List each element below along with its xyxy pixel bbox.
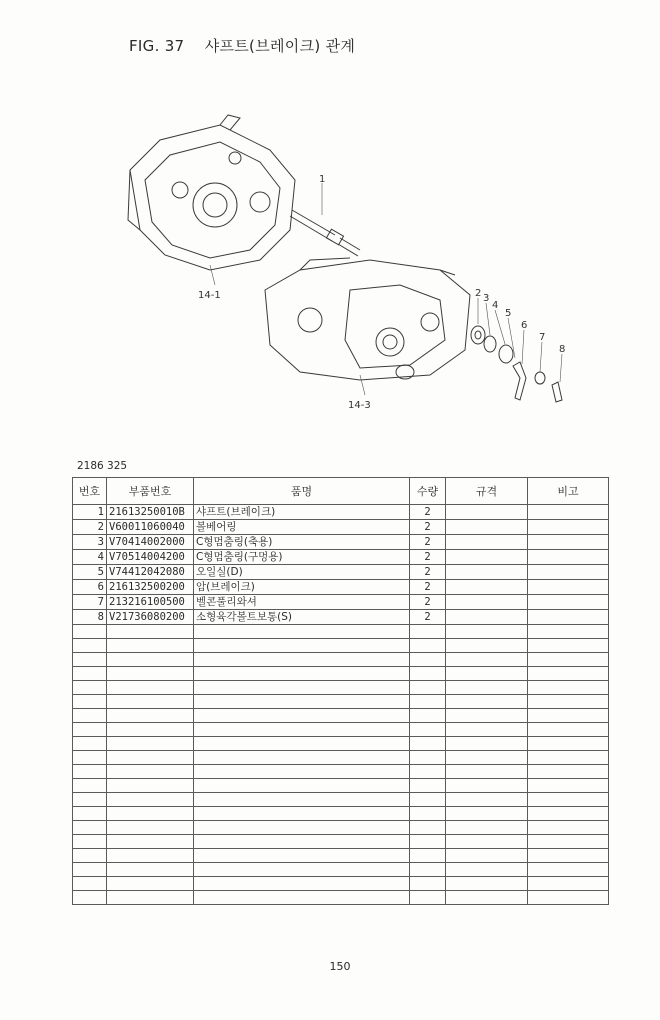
empty-cell xyxy=(528,737,609,751)
empty-cell xyxy=(410,779,446,793)
item-number: 2 xyxy=(73,520,107,535)
item-number: 7 xyxy=(73,595,107,610)
empty-cell xyxy=(194,835,410,849)
empty-cell xyxy=(410,625,446,639)
note xyxy=(528,505,609,520)
empty-cell xyxy=(73,849,107,863)
empty-cell xyxy=(107,863,194,877)
empty-cell xyxy=(194,681,410,695)
empty-cell xyxy=(410,765,446,779)
empty-cell xyxy=(446,849,528,863)
quantity: 2 xyxy=(410,550,446,565)
small-parts xyxy=(471,326,562,402)
empty-table-row xyxy=(73,667,609,681)
item-number: 3 xyxy=(73,535,107,550)
empty-table-row xyxy=(73,807,609,821)
part-number: V60011060040 xyxy=(107,520,194,535)
empty-cell xyxy=(73,765,107,779)
table-row xyxy=(73,520,609,535)
empty-cell xyxy=(107,681,194,695)
table-header-row xyxy=(73,478,609,505)
table-row xyxy=(73,505,609,520)
empty-cell xyxy=(194,709,410,723)
spec xyxy=(446,580,528,595)
empty-cell xyxy=(73,863,107,877)
empty-cell xyxy=(194,849,410,863)
empty-cell xyxy=(528,793,609,807)
empty-cell xyxy=(410,709,446,723)
note xyxy=(528,550,609,565)
transmission-case-right xyxy=(265,258,470,380)
item-number: 8 xyxy=(73,610,107,625)
empty-cell xyxy=(73,625,107,639)
empty-cell xyxy=(528,667,609,681)
empty-cell xyxy=(446,891,528,905)
empty-cell xyxy=(528,863,609,877)
table-row xyxy=(73,565,609,580)
empty-cell xyxy=(194,639,410,653)
empty-cell xyxy=(446,737,528,751)
quantity: 2 xyxy=(410,565,446,580)
empty-cell xyxy=(73,639,107,653)
spec xyxy=(446,505,528,520)
empty-cell xyxy=(410,821,446,835)
leader-lines xyxy=(210,183,562,395)
empty-cell xyxy=(194,695,410,709)
empty-cell xyxy=(73,695,107,709)
part-name: 벨콘풀리와셔 xyxy=(194,595,410,610)
table-row xyxy=(73,580,609,595)
spec xyxy=(446,520,528,535)
parts-table xyxy=(72,477,609,905)
empty-cell xyxy=(528,779,609,793)
empty-cell xyxy=(73,891,107,905)
page-number: 150 xyxy=(329,960,351,973)
figure-label: FIG. 37 xyxy=(129,37,185,55)
empty-cell xyxy=(194,807,410,821)
empty-table-row xyxy=(73,653,609,667)
item-number: 1 xyxy=(73,505,107,520)
part-number: 213216100500 xyxy=(107,595,194,610)
callout-label: 4 xyxy=(492,300,499,311)
empty-cell xyxy=(194,779,410,793)
note xyxy=(528,580,609,595)
part-number: V74412042080 xyxy=(107,565,194,580)
empty-cell xyxy=(446,835,528,849)
empty-table-row xyxy=(73,737,609,751)
note xyxy=(528,565,609,580)
empty-cell xyxy=(107,695,194,709)
empty-table-row xyxy=(73,849,609,863)
empty-cell xyxy=(410,849,446,863)
quantity: 2 xyxy=(410,580,446,595)
empty-cell xyxy=(410,877,446,891)
table-row xyxy=(73,595,609,610)
part-number: V21736080200 xyxy=(107,610,194,625)
empty-cell xyxy=(446,779,528,793)
table-row xyxy=(73,610,609,625)
empty-cell xyxy=(446,723,528,737)
empty-cell xyxy=(73,793,107,807)
quantity: 2 xyxy=(410,520,446,535)
empty-cell xyxy=(528,695,609,709)
quantity: 2 xyxy=(410,535,446,550)
column-header: 수량 xyxy=(410,478,446,505)
empty-cell xyxy=(446,821,528,835)
empty-cell xyxy=(410,863,446,877)
empty-cell xyxy=(446,765,528,779)
part-name: 소형육각볼트보통(S) xyxy=(194,610,410,625)
empty-cell xyxy=(446,807,528,821)
empty-cell xyxy=(107,891,194,905)
empty-cell xyxy=(73,667,107,681)
empty-table-row xyxy=(73,681,609,695)
empty-cell xyxy=(410,723,446,737)
callout-label: 6 xyxy=(521,320,528,331)
table-row xyxy=(73,535,609,550)
empty-cell xyxy=(410,639,446,653)
column-header: 품명 xyxy=(194,478,410,505)
empty-table-row xyxy=(73,765,609,779)
brake-shaft xyxy=(290,210,360,256)
callout-label: 3 xyxy=(483,293,490,304)
part-number: 216132500200 xyxy=(107,580,194,595)
empty-cell xyxy=(446,681,528,695)
empty-cell xyxy=(446,639,528,653)
part-number: 21613250010B xyxy=(107,505,194,520)
empty-cell xyxy=(194,793,410,807)
empty-cell xyxy=(528,877,609,891)
empty-cell xyxy=(446,625,528,639)
empty-cell xyxy=(107,877,194,891)
empty-cell xyxy=(107,653,194,667)
empty-cell xyxy=(73,737,107,751)
empty-cell xyxy=(528,751,609,765)
empty-cell xyxy=(73,751,107,765)
empty-cell xyxy=(528,835,609,849)
empty-cell xyxy=(446,709,528,723)
transmission-case-left xyxy=(128,115,295,270)
empty-cell xyxy=(410,807,446,821)
empty-table-row xyxy=(73,835,609,849)
empty-cell xyxy=(73,709,107,723)
item-number: 4 xyxy=(73,550,107,565)
empty-cell xyxy=(446,793,528,807)
part-name: 샤프트(브레이크) xyxy=(194,505,410,520)
document-code: 2186 325 xyxy=(77,460,128,472)
figure-title xyxy=(129,35,355,56)
callout-label: 8 xyxy=(559,344,566,355)
blank-rows xyxy=(73,625,609,905)
empty-cell xyxy=(528,807,609,821)
empty-cell xyxy=(194,737,410,751)
empty-cell xyxy=(107,751,194,765)
empty-cell xyxy=(528,821,609,835)
figure-name: 샤프트(브레이크) 관계 xyxy=(204,37,356,55)
empty-cell xyxy=(194,723,410,737)
empty-table-row xyxy=(73,723,609,737)
exploded-view-illustration xyxy=(110,110,590,430)
empty-cell xyxy=(107,849,194,863)
empty-cell xyxy=(446,751,528,765)
part-number: V70514004200 xyxy=(107,550,194,565)
table-row xyxy=(73,550,609,565)
spec xyxy=(446,565,528,580)
empty-cell xyxy=(410,667,446,681)
empty-cell xyxy=(107,709,194,723)
empty-cell xyxy=(528,723,609,737)
empty-table-row xyxy=(73,639,609,653)
empty-cell xyxy=(410,793,446,807)
part-name: 암(브레이크) xyxy=(194,580,410,595)
empty-table-row xyxy=(73,793,609,807)
empty-cell xyxy=(73,653,107,667)
spec xyxy=(446,535,528,550)
empty-cell xyxy=(410,737,446,751)
empty-cell xyxy=(528,625,609,639)
empty-cell xyxy=(107,737,194,751)
empty-cell xyxy=(410,681,446,695)
empty-cell xyxy=(107,765,194,779)
empty-cell xyxy=(446,667,528,681)
empty-cell xyxy=(528,639,609,653)
empty-cell xyxy=(107,639,194,653)
part-number: V70414002000 xyxy=(107,535,194,550)
column-header: 비고 xyxy=(528,478,609,505)
empty-table-row xyxy=(73,709,609,723)
empty-cell xyxy=(410,695,446,709)
empty-cell xyxy=(446,653,528,667)
empty-cell xyxy=(528,709,609,723)
column-header: 규격 xyxy=(446,478,528,505)
spec xyxy=(446,595,528,610)
note xyxy=(528,520,609,535)
empty-cell xyxy=(73,807,107,821)
empty-cell xyxy=(528,765,609,779)
empty-cell xyxy=(73,723,107,737)
quantity: 2 xyxy=(410,595,446,610)
empty-cell xyxy=(194,863,410,877)
empty-cell xyxy=(107,779,194,793)
column-header: 부품번호 xyxy=(107,478,194,505)
part-name: 오일실(D) xyxy=(194,565,410,580)
empty-table-row xyxy=(73,891,609,905)
empty-cell xyxy=(194,751,410,765)
empty-table-row xyxy=(73,779,609,793)
empty-cell xyxy=(528,849,609,863)
spec xyxy=(446,550,528,565)
item-number: 5 xyxy=(73,565,107,580)
empty-cell xyxy=(73,877,107,891)
note xyxy=(528,595,609,610)
empty-cell xyxy=(194,653,410,667)
empty-table-row xyxy=(73,751,609,765)
quantity: 2 xyxy=(410,505,446,520)
empty-cell xyxy=(73,681,107,695)
empty-cell xyxy=(107,807,194,821)
empty-cell xyxy=(528,681,609,695)
empty-cell xyxy=(194,821,410,835)
empty-cell xyxy=(107,835,194,849)
empty-table-row xyxy=(73,625,609,639)
part-name: 볼베어링 xyxy=(194,520,410,535)
part-name: C형멈춤링(구멍용) xyxy=(194,550,410,565)
column-header: 번호 xyxy=(73,478,107,505)
empty-cell xyxy=(446,877,528,891)
empty-cell xyxy=(194,667,410,681)
callout-label: 7 xyxy=(539,332,546,343)
empty-cell xyxy=(194,765,410,779)
callout-label: 1 xyxy=(319,174,326,185)
empty-table-row xyxy=(73,821,609,835)
empty-cell xyxy=(73,821,107,835)
callout-label: 5 xyxy=(505,308,512,319)
empty-cell xyxy=(410,891,446,905)
empty-cell xyxy=(73,835,107,849)
empty-cell xyxy=(107,625,194,639)
note xyxy=(528,610,609,625)
empty-cell xyxy=(410,751,446,765)
callout-label: 2 xyxy=(475,288,482,299)
part-name: C형멈춤링(축용) xyxy=(194,535,410,550)
empty-cell xyxy=(107,723,194,737)
callout-label: 14-3 xyxy=(348,400,371,411)
empty-cell xyxy=(194,625,410,639)
empty-cell xyxy=(528,653,609,667)
empty-cell xyxy=(194,877,410,891)
empty-cell xyxy=(194,891,410,905)
empty-table-row xyxy=(73,877,609,891)
empty-cell xyxy=(410,653,446,667)
item-number: 6 xyxy=(73,580,107,595)
callout-label: 14-1 xyxy=(198,290,221,301)
empty-cell xyxy=(73,779,107,793)
empty-cell xyxy=(107,667,194,681)
empty-cell xyxy=(528,891,609,905)
empty-table-row xyxy=(73,695,609,709)
note xyxy=(528,535,609,550)
quantity: 2 xyxy=(410,610,446,625)
empty-cell xyxy=(410,835,446,849)
empty-cell xyxy=(107,821,194,835)
spec xyxy=(446,610,528,625)
empty-cell xyxy=(446,863,528,877)
empty-table-row xyxy=(73,863,609,877)
empty-cell xyxy=(107,793,194,807)
empty-cell xyxy=(446,695,528,709)
